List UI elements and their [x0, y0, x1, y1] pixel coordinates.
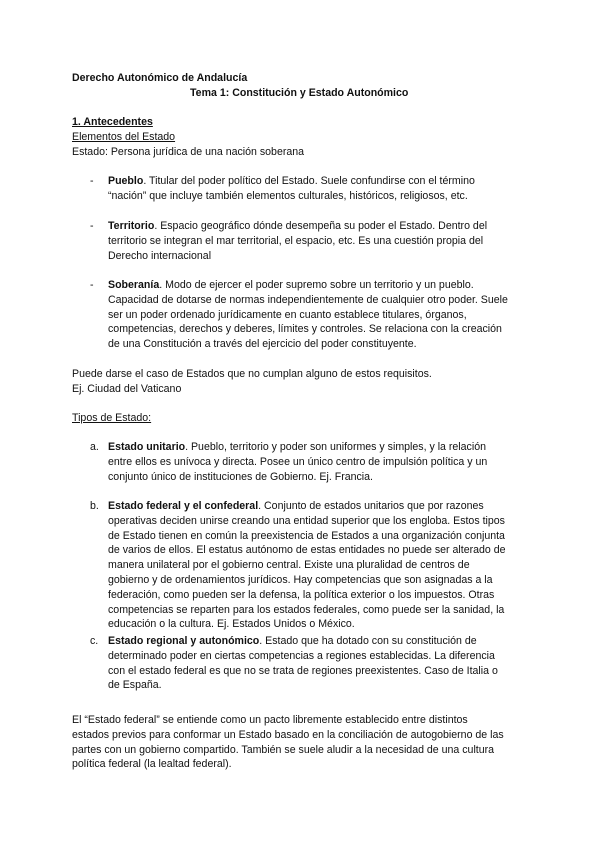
- text-line: “nación” que incluye también elementos culturales, históricos, religiosos, etc.: [108, 189, 468, 202]
- text-line: El “Estado federal” se entiende como un pacto libremente establecido entre distintos: [72, 714, 468, 726]
- term: Estado federal y el confederal: [108, 500, 259, 512]
- state-type-item: [90, 440, 548, 484]
- text-line: . Modo de ejercer el poder supremo sobre un territorio y un pueblo.: [159, 279, 474, 291]
- text-line: competencias se reparten para los estados federales, como puede ser la sanidad, la: [108, 603, 505, 616]
- text-line: de España.: [108, 679, 162, 692]
- text-line: entre ellos es unívoca y directa. Posee un único centro de impulsión política y un: [108, 455, 488, 468]
- subheading-elementos: Elementos del Estado: [72, 131, 176, 143]
- term: Territorio: [108, 220, 155, 232]
- list-marker: b.: [90, 500, 99, 512]
- exception-paragraph: [72, 367, 542, 397]
- term: Estado unitario: [108, 441, 186, 453]
- element-list-item: [90, 174, 548, 204]
- text-line: federación, como pueden ser la defensa, la política exterior o los impuestos. Otras: [108, 588, 495, 601]
- text-line: Puede darse el caso de Estados que no cumplan alguno de estos requisitos.: [72, 368, 432, 380]
- text-line: educación o la cultura. Ej. Estados Unidos o México.: [108, 618, 355, 631]
- list-marker: -: [90, 175, 94, 187]
- term: Soberanía: [108, 279, 160, 291]
- state-type-item: [90, 499, 548, 632]
- text-line: . Pueblo, territorio y poder son uniformes y simples, y la relación: [185, 441, 486, 453]
- text-line: . Conjunto de estados unitarios que por razones: [258, 500, 484, 512]
- text-line: operativas deciden unirse creando una entidad superior que los engloba. Estos tipos: [108, 514, 505, 527]
- text-line: . Espacio geográfico dónde desempeña su poder el Estado. Dentro del: [154, 220, 488, 232]
- term: Estado regional y autonómico: [108, 635, 260, 647]
- element-list-item: [90, 219, 548, 263]
- text-line: Capacidad de dotarse de normas independientemente de cualquier otro poder. Suele: [108, 293, 508, 306]
- text-line: de una Constitución a través del ejercicio del poder constituyente.: [108, 338, 417, 351]
- text-line: Ej. Ciudad del Vaticano: [72, 382, 182, 395]
- text-line: conjunto único de instituciones de Gobierno. Ej. Francia.: [108, 470, 373, 483]
- text-line: determinado poder en ciertas competencias a regiones establecidas. La diferencia: [108, 649, 495, 662]
- term: Pueblo: [108, 175, 144, 187]
- course-title: Derecho Autonómico de Andalucía: [72, 72, 248, 84]
- text-line: Derecho internacional: [108, 249, 212, 262]
- types-heading: Tipos de Estado:: [72, 412, 152, 424]
- closing-paragraph: [72, 713, 542, 772]
- list-marker: -: [90, 220, 94, 232]
- text-line: estados previos para conformar un Estado basado en la conciliación de autogobierno de las: [72, 728, 504, 741]
- text-line: de varios de ellos. El estatus autónomo de estas entidades no puede ser alterado de: [108, 544, 506, 557]
- state-type-item: [90, 634, 548, 693]
- estado-definition: Estado: Persona jurídica de una nación soberana: [72, 146, 305, 158]
- list-marker: -: [90, 279, 94, 291]
- element-list-item: [90, 278, 548, 352]
- text-line: . Titular del poder político del Estado. Suele confundirse con el término: [143, 175, 475, 187]
- text-line: ser un poder ordenado jurídicamente en cuanto establece titulares, órganos,: [108, 308, 467, 321]
- topic-title: Tema 1: Constitución y Estado Autonómico: [190, 87, 409, 99]
- list-marker: c.: [90, 635, 99, 647]
- text-line: gobierno y de ordenamientos jurídicos. Hay competencias que son asignadas a la: [108, 573, 493, 586]
- text-line: . Estado que ha dotado con su constitución de: [259, 635, 477, 647]
- text-line: competencias, derechos y deberes, límites y controles. Se relaciona con la creación: [108, 323, 502, 336]
- section-heading: 1. Antecedentes: [72, 116, 153, 128]
- text-line: con el estado federal es que no se trata de regiones preexistentes. Caso de Italia o: [108, 664, 498, 677]
- list-marker: a.: [90, 441, 99, 453]
- text-line: política federal (la lealtad federal).: [72, 758, 232, 771]
- text-line: partes con un gobierno compartido. También se suele aludir a la necesidad de una cultura: [72, 743, 495, 756]
- text-line: manera unilateral por el gobierno central. Existe una pluralidad de centros de: [108, 559, 470, 572]
- text-line: de Estado tienen en común la preexistencia de Estados a una organización conjunta: [108, 529, 505, 542]
- text-line: territorio se integran el mar territorial, el espacio, etc. Es una cuestión propia del: [108, 234, 484, 247]
